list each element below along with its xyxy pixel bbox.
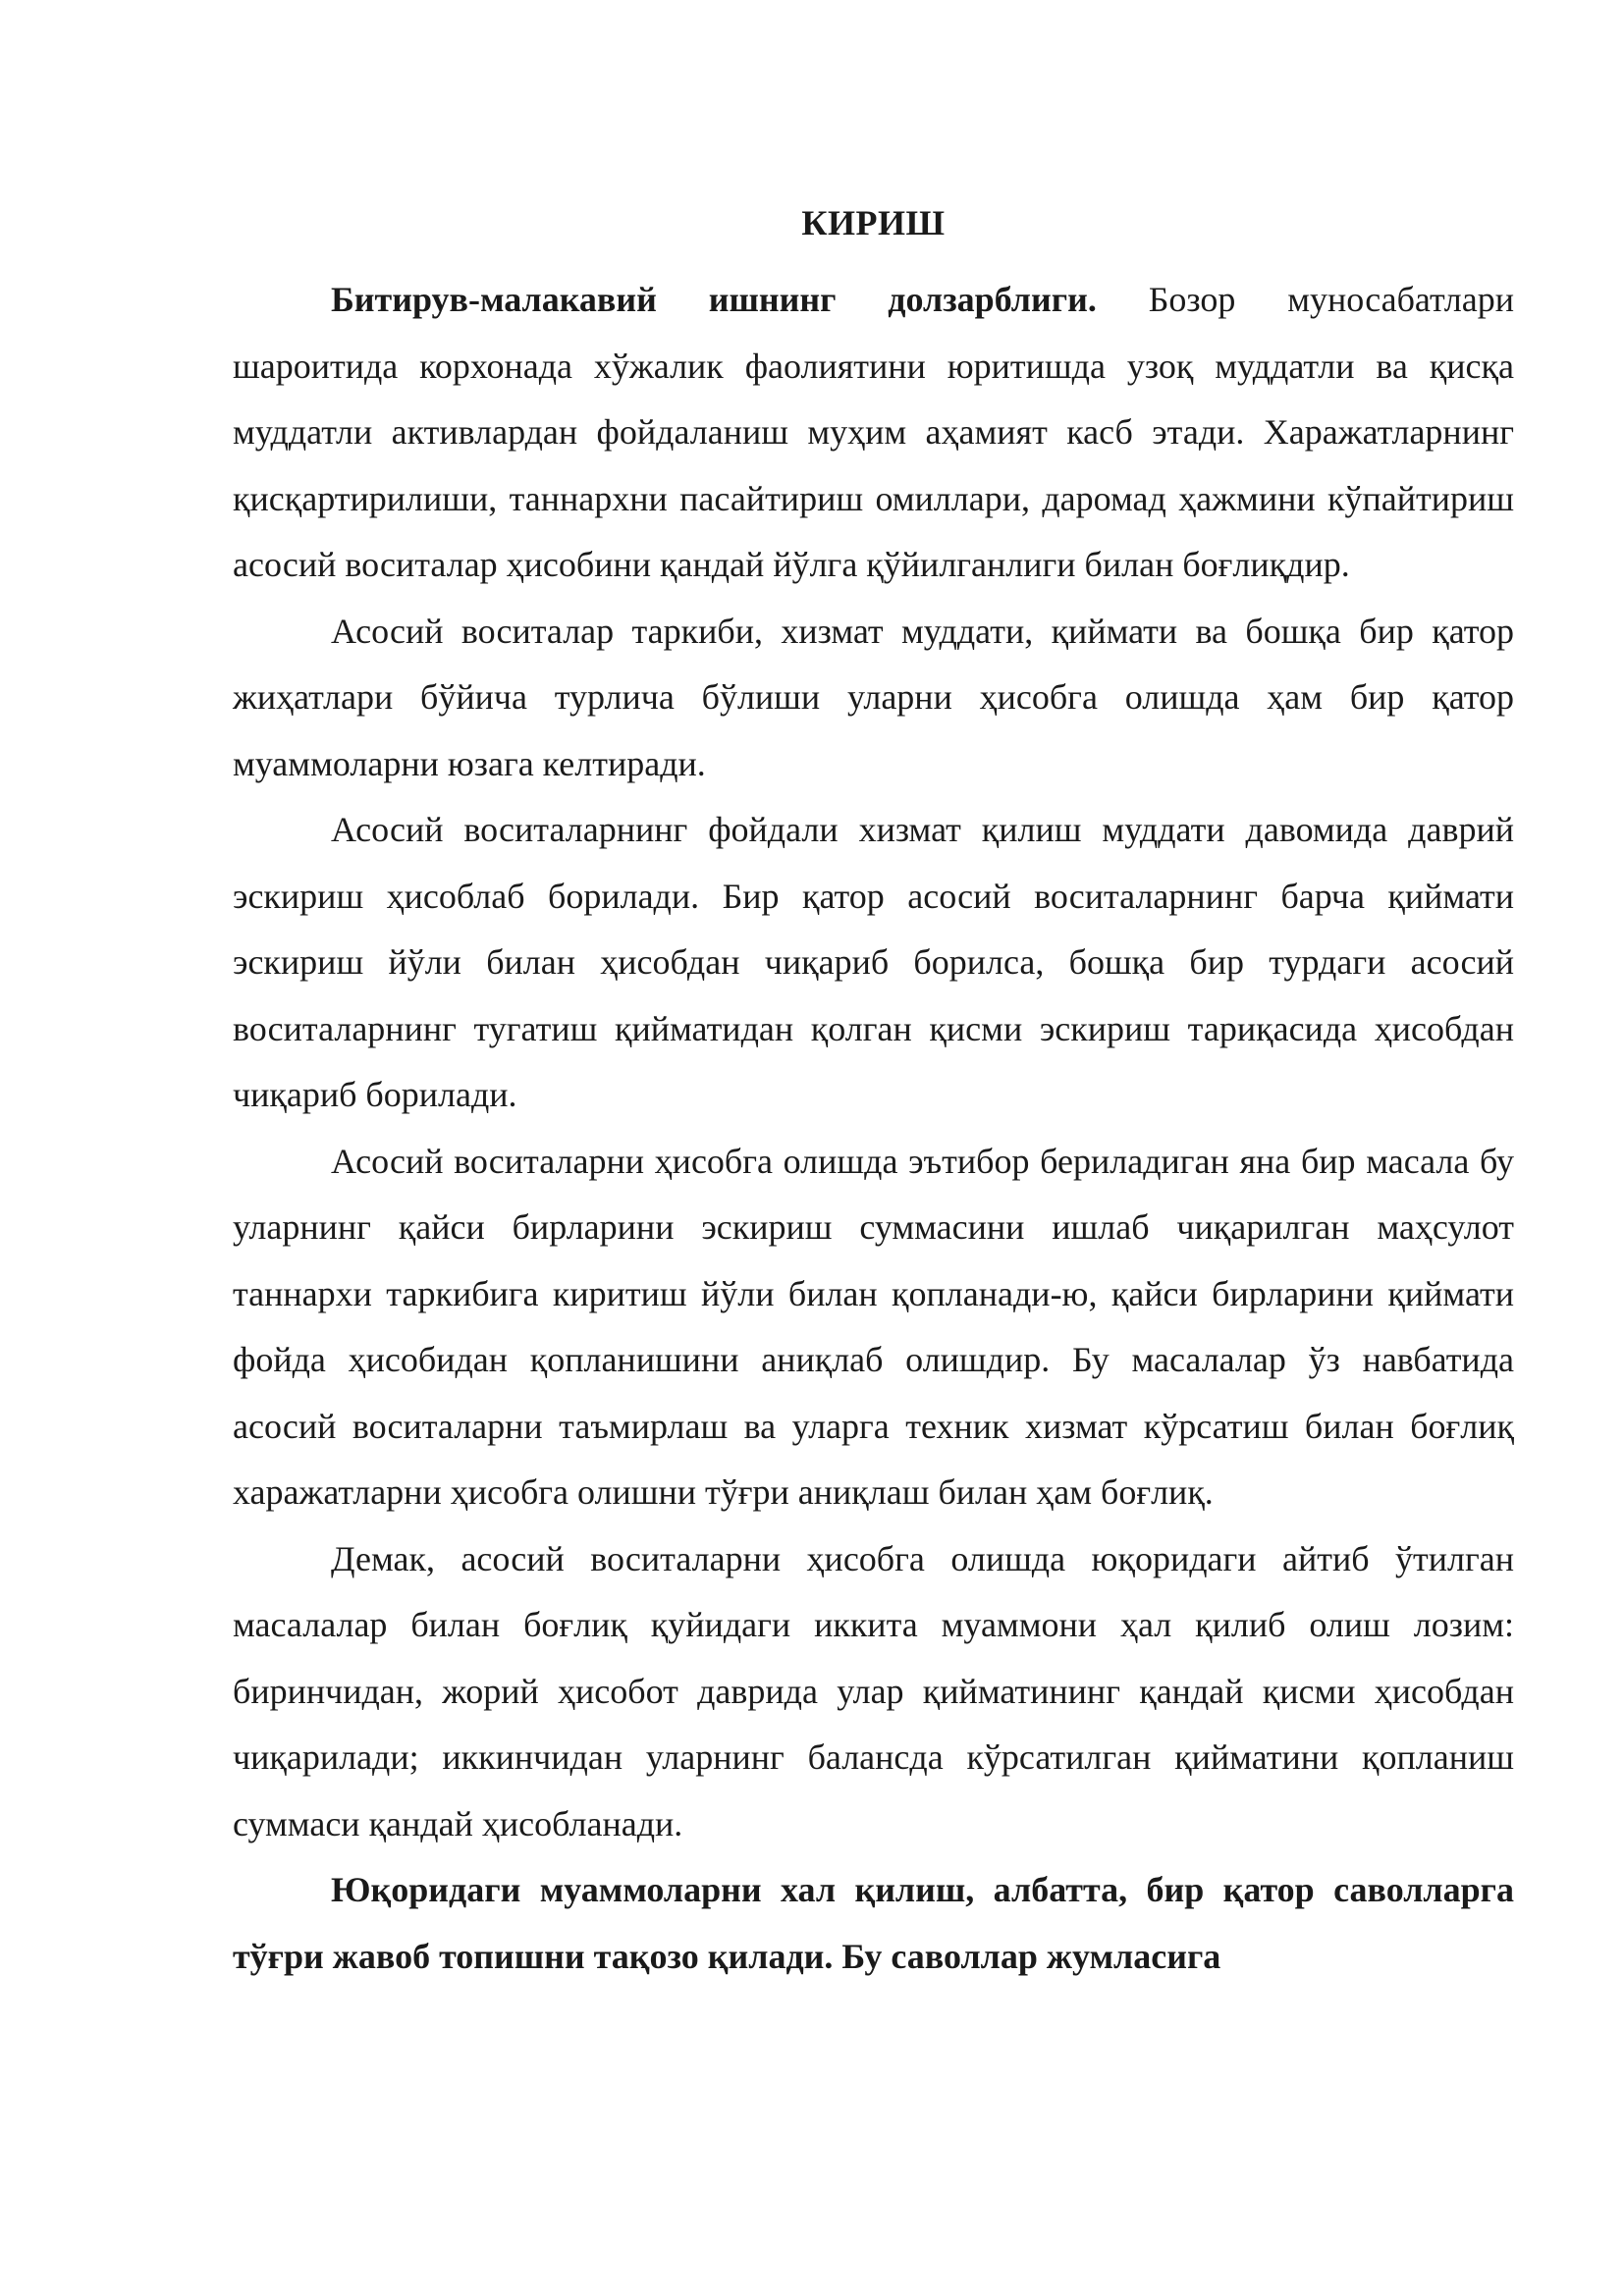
paragraph-conclusion xyxy=(233,1526,1514,1858)
paragraph-text: Юқоридаги муаммоларни хал қилиш, албатта, бир қатор саволларга тўғри жавоб топишни тақозо қилади. Бу саволлар жумласига xyxy=(233,1870,1514,1976)
paragraph-text: Демак, асосий воситаларни ҳисобга олишда юқоридаги айтиб ўтилган масалалар билан боғлиқ қуйидаги иккита муаммони ҳал қилиб олиш лозим: биринчидан, жорий ҳисобот даврида улар қийматининг қандай қисми ҳисобдан чиқарилади; иккинчидан уларнинг балансда кўрсатилган қийматини қопланиш суммаси қандай ҳисобланади. xyxy=(233,1538,1514,1843)
paragraph-relevance xyxy=(233,267,1514,599)
paragraph-structure xyxy=(233,599,1514,798)
paragraph-text: Асосий воситаларни ҳисобга олишда эътибор бериладиган яна бир масала бу уларнинг қайси бирларини эскириш суммасини ишлаб чиқарилган маҳсулот таннархи таркибига киритиш йўли билан қопланади-ю, қайси бирларини қиймати фойда ҳисобидан қопланишини аниқлаб олишдир. Бу масалалар ўз навбатида асосий воситаларни таъмирлаш ва уларга техник хизмат кўрсатиш билан боғлиқ харажатларни ҳисобга олишни тўғри аниқлаш билан ҳам боғлиқ. xyxy=(233,1141,1514,1512)
paragraph-text: Асосий воситаларнинг фойдали хизмат қилиш муддати давомида даврий эскириш ҳисоблаб борилади. Бир қатор асосий воситаларнинг барча қиймати эскириш йўли билан ҳисобдан чиқариб борилса, бошқа бир турдаги асосий воситаларнинг тугатиш қийматидан қолган қисми эскириш тариқасида ҳисобдан чиқариб борилади. xyxy=(233,810,1514,1114)
document-body xyxy=(233,188,1514,1990)
paragraph-depreciation xyxy=(233,797,1514,1129)
paragraph-questions xyxy=(233,1857,1514,1990)
paragraph-accounting-issue xyxy=(233,1129,1514,1526)
paragraph-text: Бозор муносабатлари шароитида корхонада хўжалик фаолиятини юритишда узоқ муддатли ва қисқа муддатли активлардан фойдаланиш муҳим аҳамият касб этади. Харажатларнинг қисқартирилиши, таннархни пасайтириш омиллари, даромад ҳажмини кўпайтириш асосий воситалар ҳисобини қандай йўлга қўйилганлиги билан боғлиқдир. xyxy=(233,280,1514,584)
paragraph-text: Асосий воситалар таркиби, хизмат муддати, қиймати ва бошқа бир қатор жиҳатлари бўйича турлича бўлиши уларни ҳисобга олишда ҳам бир қатор муаммоларни юзага келтиради. xyxy=(233,611,1514,783)
page-title: КИРИШ xyxy=(801,203,946,242)
paragraph-lead-in: Битирув-малакавий ишнинг долзарблиги. xyxy=(331,280,1097,319)
